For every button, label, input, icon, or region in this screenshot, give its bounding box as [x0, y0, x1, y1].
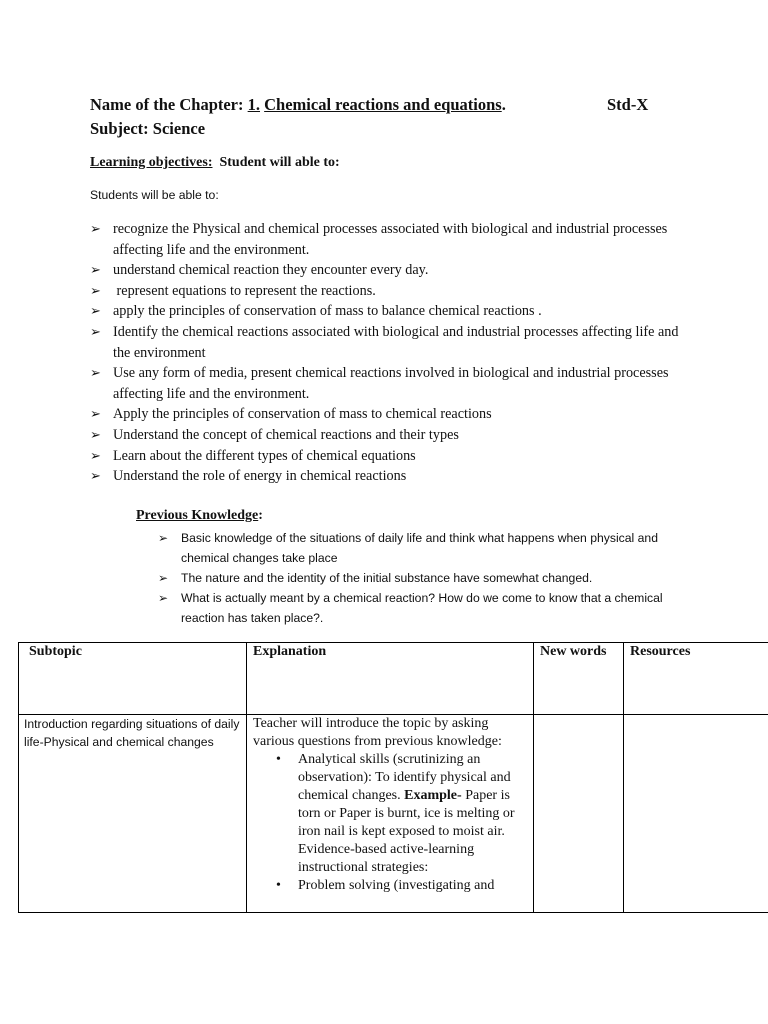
objectives-heading-suffix: Student will able to:	[219, 155, 340, 170]
arrow-bullet-icon: ➢	[90, 426, 101, 442]
arrow-bullet-icon: ➢	[90, 303, 101, 319]
header-new-words: New words	[534, 643, 624, 715]
objective-text: apply the principles of conservation of mass to balance chemical reactions .	[113, 303, 542, 320]
table-header-row	[19, 643, 768, 715]
list-item	[276, 877, 527, 895]
previous-knowledge-list	[158, 528, 678, 628]
bullet1-example-bold: Example-	[404, 788, 462, 803]
explanation-list	[253, 751, 527, 895]
dot-bullet-icon: •	[276, 752, 281, 767]
objective-text: Apply the principles of conservation of mass to chemical reactions	[113, 406, 492, 423]
header-resources: Resources	[624, 643, 768, 715]
arrow-bullet-icon: ➢	[90, 323, 101, 339]
cell-subtopic	[19, 715, 247, 913]
list-item	[90, 425, 680, 446]
arrow-bullet-icon: ➢	[158, 571, 169, 585]
arrow-bullet-icon: ➢	[90, 221, 101, 236]
list-item	[90, 322, 680, 363]
arrow-bullet-icon: ➢	[90, 262, 101, 278]
chapter-label: Name of the Chapter:	[90, 95, 248, 114]
objective-text: Understand the role of energy in chemical reactions	[113, 468, 407, 485]
header-subtopic: Subtopic	[19, 643, 247, 715]
objectives-heading-label: Learning objectives:	[90, 155, 213, 170]
list-item	[90, 301, 680, 322]
arrow-bullet-icon: ➢	[90, 447, 101, 463]
chapter-title: Chemical reactions and equations	[264, 95, 502, 114]
list-item	[90, 281, 680, 302]
list-item	[90, 404, 680, 425]
bullet1-text-b: Paper is torn or Paper is burnt, ice is melting or iron nail is kept exposed to moist air.	[298, 788, 515, 839]
previous-knowledge-label: Previous Knowledge	[136, 508, 259, 523]
objective-text: Learn about the different types of chemical equations	[113, 447, 416, 464]
subtopic-text: Introduction regarding situations of daily life-Physical and chemical changes	[24, 717, 240, 749]
objectives-intro: Students will be able to:	[90, 188, 219, 202]
subject-line: Subject: Science	[90, 119, 206, 138]
arrow-bullet-icon: ➢	[90, 406, 101, 422]
list-item	[90, 260, 680, 281]
bullet1-text-a: Analytical skills (scrutinizing an observation): To identify physical and chemical changes.	[298, 752, 511, 803]
bullet1-text-c: Evidence-based active-learning instructional strategies:	[298, 842, 475, 875]
lesson-plan-table	[18, 642, 768, 913]
objectives-list	[90, 219, 680, 487]
knowledge-text: Basic knowledge of the situations of daily life and think what happens when physical and chemical changes take place	[181, 531, 658, 565]
list-item	[158, 588, 678, 628]
arrow-bullet-icon: ➢	[158, 591, 169, 605]
cell-resources	[624, 715, 768, 913]
table-row	[19, 715, 768, 913]
objective-text: recognize the Physical and chemical processes associated with biological and industrial processes affecting life and the environment.	[113, 221, 668, 258]
header-explanation: Explanation	[247, 643, 534, 715]
list-item	[90, 363, 680, 404]
chapter-period: .	[501, 95, 506, 114]
knowledge-text: The nature and the identity of the initial substance have somewhat changed.	[181, 571, 593, 585]
arrow-bullet-icon: ➢	[90, 282, 101, 298]
list-item	[90, 466, 680, 487]
list-item	[158, 528, 678, 568]
list-item	[158, 568, 678, 588]
arrow-bullet-icon: ➢	[90, 468, 101, 484]
list-item	[90, 219, 680, 260]
learning-objectives-heading	[90, 155, 340, 171]
cell-explanation	[247, 715, 534, 913]
objective-text: understand chemical reaction they encounter every day.	[113, 262, 429, 279]
standard-label: Std-X	[607, 95, 649, 114]
objective-text: represent equations to represent the reactions.	[113, 282, 376, 299]
explanation-intro: Teacher will introduce the topic by asking various questions from previous knowledge:	[253, 716, 502, 749]
chapter-number: 1.	[247, 95, 261, 114]
arrow-bullet-icon: ➢	[158, 531, 169, 545]
dot-bullet-icon: •	[276, 878, 281, 893]
knowledge-text: What is actually meant by a chemical reaction? How do we come to know that a chemical reaction has taken place?.	[181, 591, 663, 625]
chapter-line	[90, 95, 506, 115]
previous-knowledge-heading	[136, 508, 263, 524]
arrow-bullet-icon: ➢	[90, 365, 101, 381]
cell-new-words	[534, 715, 624, 913]
objective-text: Use any form of media, present chemical reactions involved in biological and industrial processes affecting life and the environment.	[113, 365, 669, 402]
list-item	[276, 751, 527, 877]
objective-text: Identify the chemical reactions associated with biological and industrial processes affecting life and the environment	[113, 323, 679, 361]
objective-text: Understand the concept of chemical reactions and their types	[113, 426, 459, 443]
list-item	[90, 446, 680, 467]
bullet2-text: Problem solving (investigating and	[298, 878, 495, 893]
previous-knowledge-colon: :	[258, 508, 263, 523]
